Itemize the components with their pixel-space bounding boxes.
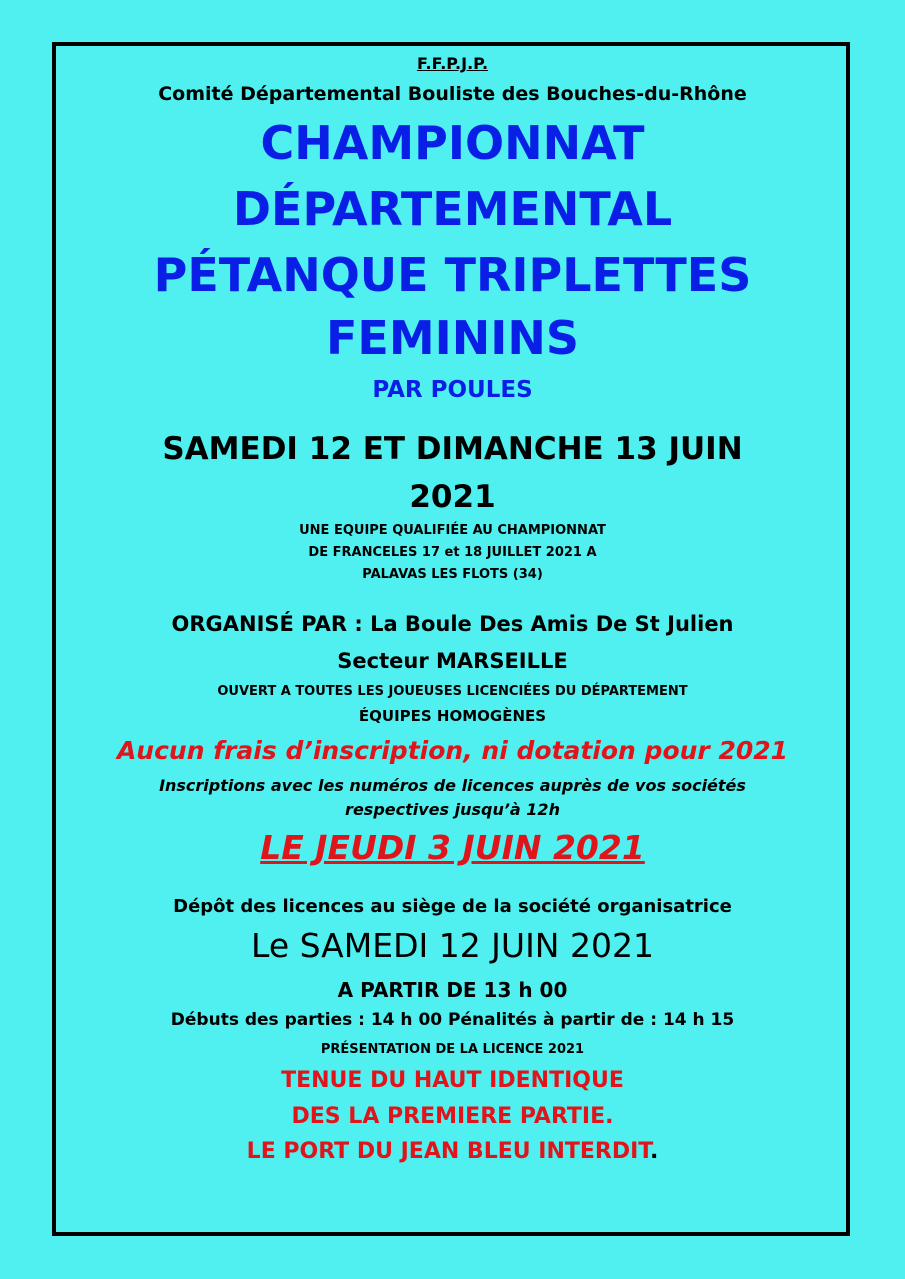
title-line-3: PÉTANQUE TRIPLETTES	[153, 248, 752, 302]
licence-presentation: PRÉSENTATION DE LA LICENCE 2021	[320, 1042, 585, 1057]
competition-format: PAR POULES	[372, 377, 533, 403]
teams-notice: ÉQUIPES HOMOGÈNES	[358, 707, 547, 725]
event-dates: SAMEDI 12 ET DIMANCHE 13 JUIN	[162, 431, 743, 467]
start-time: A PARTIR DE 13 h 00	[337, 978, 568, 1002]
registration-line-1: Inscriptions avec les numéros de licences auprès de vos sociétés	[159, 776, 746, 795]
jeans-ban-period: .	[649, 1139, 659, 1164]
organizer-line: ORGANISÉ PAR : La Boule Des Amis De St Julien	[171, 612, 734, 636]
title-line-2: DÉPARTEMENTAL	[232, 182, 673, 236]
title-line-4: FEMININS	[326, 311, 579, 365]
licence-deposit-date: Le SAMEDI 12 JUIN 2021	[251, 926, 654, 965]
qualification-line-1: UNE EQUIPE QUALIFIÉE AU CHAMPIONNAT	[299, 523, 606, 538]
committee-name: Comité Départemental Bouliste des Bouches-du-Rhône	[158, 83, 747, 105]
organizer-sector: Secteur MARSEILLE	[337, 649, 568, 673]
title-line-1: CHAMPIONNAT	[260, 116, 645, 170]
qualification-line-3: PALAVAS LES FLOTS (34)	[362, 567, 543, 582]
fees-notice: Aucun frais d’inscription, ni dotation pour 2021	[116, 736, 789, 765]
dress-rule-line-2: DES LA PREMIERE PARTIE.	[291, 1104, 614, 1129]
federation-name: F.F.P.J.P.	[416, 54, 489, 73]
registration-line-2: respectives jusqu’à 12h	[345, 800, 560, 819]
open-to-notice: OUVERT A TOUTES LES JOUEUSES LICENCIÉES DU DÉPARTEMENT	[217, 684, 688, 699]
game-schedule: Débuts des parties : 14 h 00 Pénalités à partir de : 14 h 15	[170, 1010, 735, 1030]
qualification-line-2: DE FRANCELES 17 et 18 JUILLET 2021 A	[308, 545, 597, 560]
licence-deposit: Dépôt des licences au siège de la société organisatrice	[173, 896, 732, 917]
jeans-ban-text: LE PORT DU JEAN BLEU INTERDIT	[246, 1139, 650, 1164]
dress-rule-line-3	[0, 1141, 905, 1163]
dress-rule-line-1: TENUE DU HAUT IDENTIQUE	[281, 1068, 624, 1093]
event-year: 2021	[409, 479, 496, 515]
registration-deadline: LE JEUDI 3 JUIN 2021	[260, 828, 645, 867]
